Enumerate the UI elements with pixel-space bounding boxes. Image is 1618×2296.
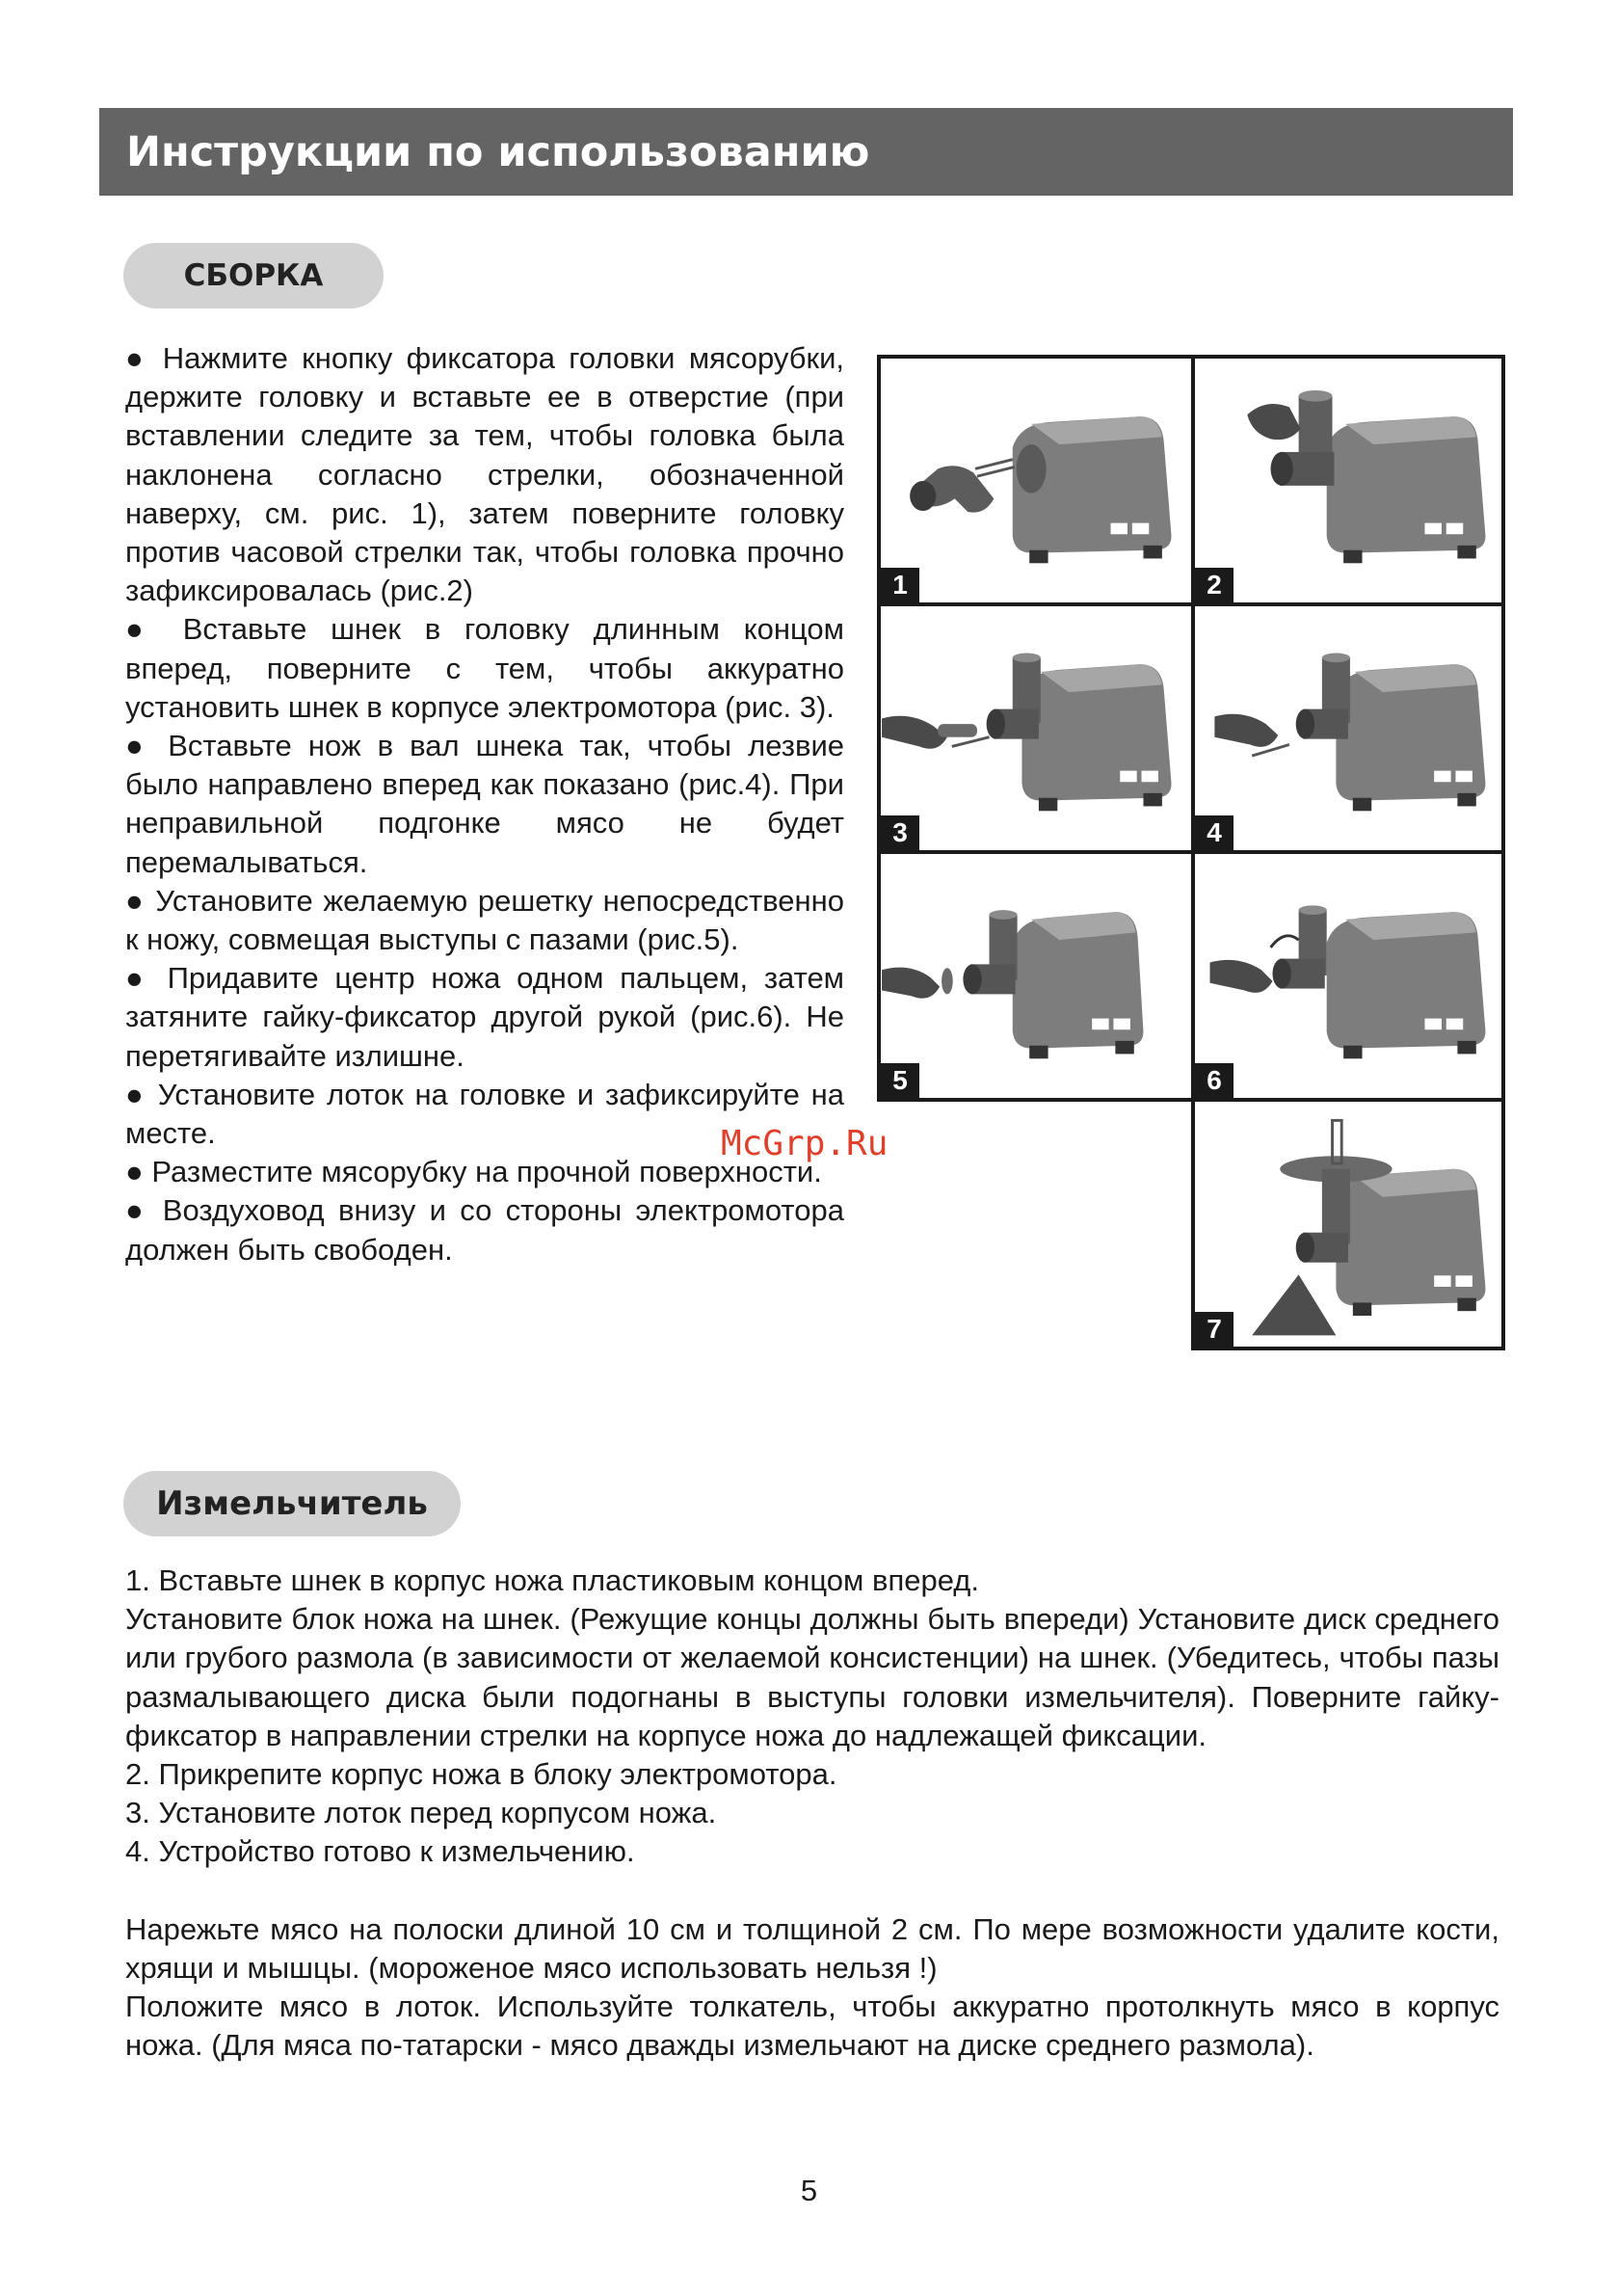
figure-4	[1191, 602, 1505, 854]
section-heading-grinder: Измельчитель	[123, 1471, 461, 1536]
figure-number: 4	[1195, 815, 1233, 850]
grinder-note: Положите мясо в лоток. Используйте толкатель, чтобы аккуратно протолкнуть мясо в корпус ножа. (Для мяса по-татарски - мясо дважды измельчают на диске среднего размола).	[125, 1989, 1499, 2063]
instruction-paragraph: ● Нажмите кнопку фиксатора головки мясорубки, держите головку и вставьте ее в отверстие (при вставлении следите за тем, чтобы головка была наклонена согласно стрелки, обозначенной наверху, см. рис. 1), затем поверните головку против часовой стрелки так, чтобы головка прочно зафиксировалась (рис.2)	[125, 341, 844, 608]
grinder-step: 2. Прикрепите корпус ножа в блоку электромотора.	[125, 1757, 837, 1792]
grinder-step: 3. Установите лоток перед корпусом ножа.	[125, 1796, 717, 1830]
grinder-step: 4. Устройство готово к измельчению.	[125, 1834, 635, 1869]
instruction-paragraph: ● Установите лоток на головке и зафиксируйте на месте.	[125, 1077, 844, 1151]
instruction-paragraph: ● Придавите центр ножа одном пальцем, затем затяните гайку-фиксатор другой рукой (рис.6). Не перетягивайте излишне.	[125, 961, 844, 1073]
meat-grinder-illustration	[1195, 606, 1501, 850]
page-number: 5	[800, 2174, 818, 2207]
figure-number: 1	[881, 568, 919, 602]
figure-5	[877, 850, 1195, 1102]
assembly-figures	[877, 355, 1505, 1350]
figure-7	[1191, 1098, 1505, 1350]
page-title: Инструкции по использованию	[99, 108, 1513, 196]
meat-grinder-illustration	[881, 854, 1191, 1098]
instruction-paragraph: ● Вставьте нож в вал шнека так, чтобы лезвие было направлено вперед как показано (рис.4). При неправильной подгонке мясо не будет перемалываться.	[125, 729, 844, 879]
instruction-paragraph: ● Воздуховод внизу и со стороны электромотора должен быть свободен.	[125, 1193, 844, 1267]
meat-grinder-illustration	[1195, 359, 1501, 602]
grinder-step: 1. Вставьте шнек в корпус ножа пластиковым концом вперед.	[125, 1563, 979, 1597]
figure-6	[1191, 850, 1505, 1102]
instruction-paragraph: ● Разместите мясорубку на прочной поверхности.	[125, 1155, 822, 1189]
figure-2	[1191, 355, 1505, 606]
meat-grinder-illustration	[881, 359, 1191, 602]
figure-number: 2	[1195, 568, 1233, 602]
figure-number: 7	[1195, 1312, 1233, 1347]
grinder-step: Установите блок ножа на шнек. (Режущие концы должны быть впереди) Установите диск среднего или грубого размола (в зависимости от желаемой консистенции) на шнек. (Убедитесь, чтобы пазы размалывающего диска были подогнаны в выступы головки измельчителя). Поверните гайку-фиксатор в направлении стрелки на корпусе ножа до надлежащей фиксации.	[125, 1602, 1499, 1752]
figure-3	[877, 602, 1195, 854]
figure-number: 3	[881, 815, 919, 850]
meat-grinder-illustration	[1195, 1102, 1501, 1347]
figure-1	[877, 355, 1195, 606]
figure-number: 6	[1195, 1063, 1233, 1098]
meat-grinder-illustration	[1195, 854, 1501, 1098]
grinder-instructions	[125, 1562, 1499, 2065]
meat-grinder-illustration	[881, 606, 1191, 850]
grinder-note: Нарежьте мясо на полоски длиной 10 см и толщиной 2 см. По мере возможности удалите кости, хрящи и мышцы. (мороженое мясо использовать нельзя !)	[125, 1911, 1499, 1985]
instruction-paragraph: ● Установите желаемую решетку непосредственно к ножу, совмещая выступы с пазами (рис.5).	[125, 883, 844, 957]
section-heading-assembly: СБОРКА	[123, 243, 384, 308]
watermark: McGrp.Ru	[721, 1124, 889, 1163]
instruction-paragraph: ● Вставьте шнек в головку длинным концом вперед, поверните с тем, чтобы аккуратно установить шнек в корпусе электромотора (рис. 3).	[125, 612, 844, 724]
figure-number: 5	[881, 1063, 919, 1098]
